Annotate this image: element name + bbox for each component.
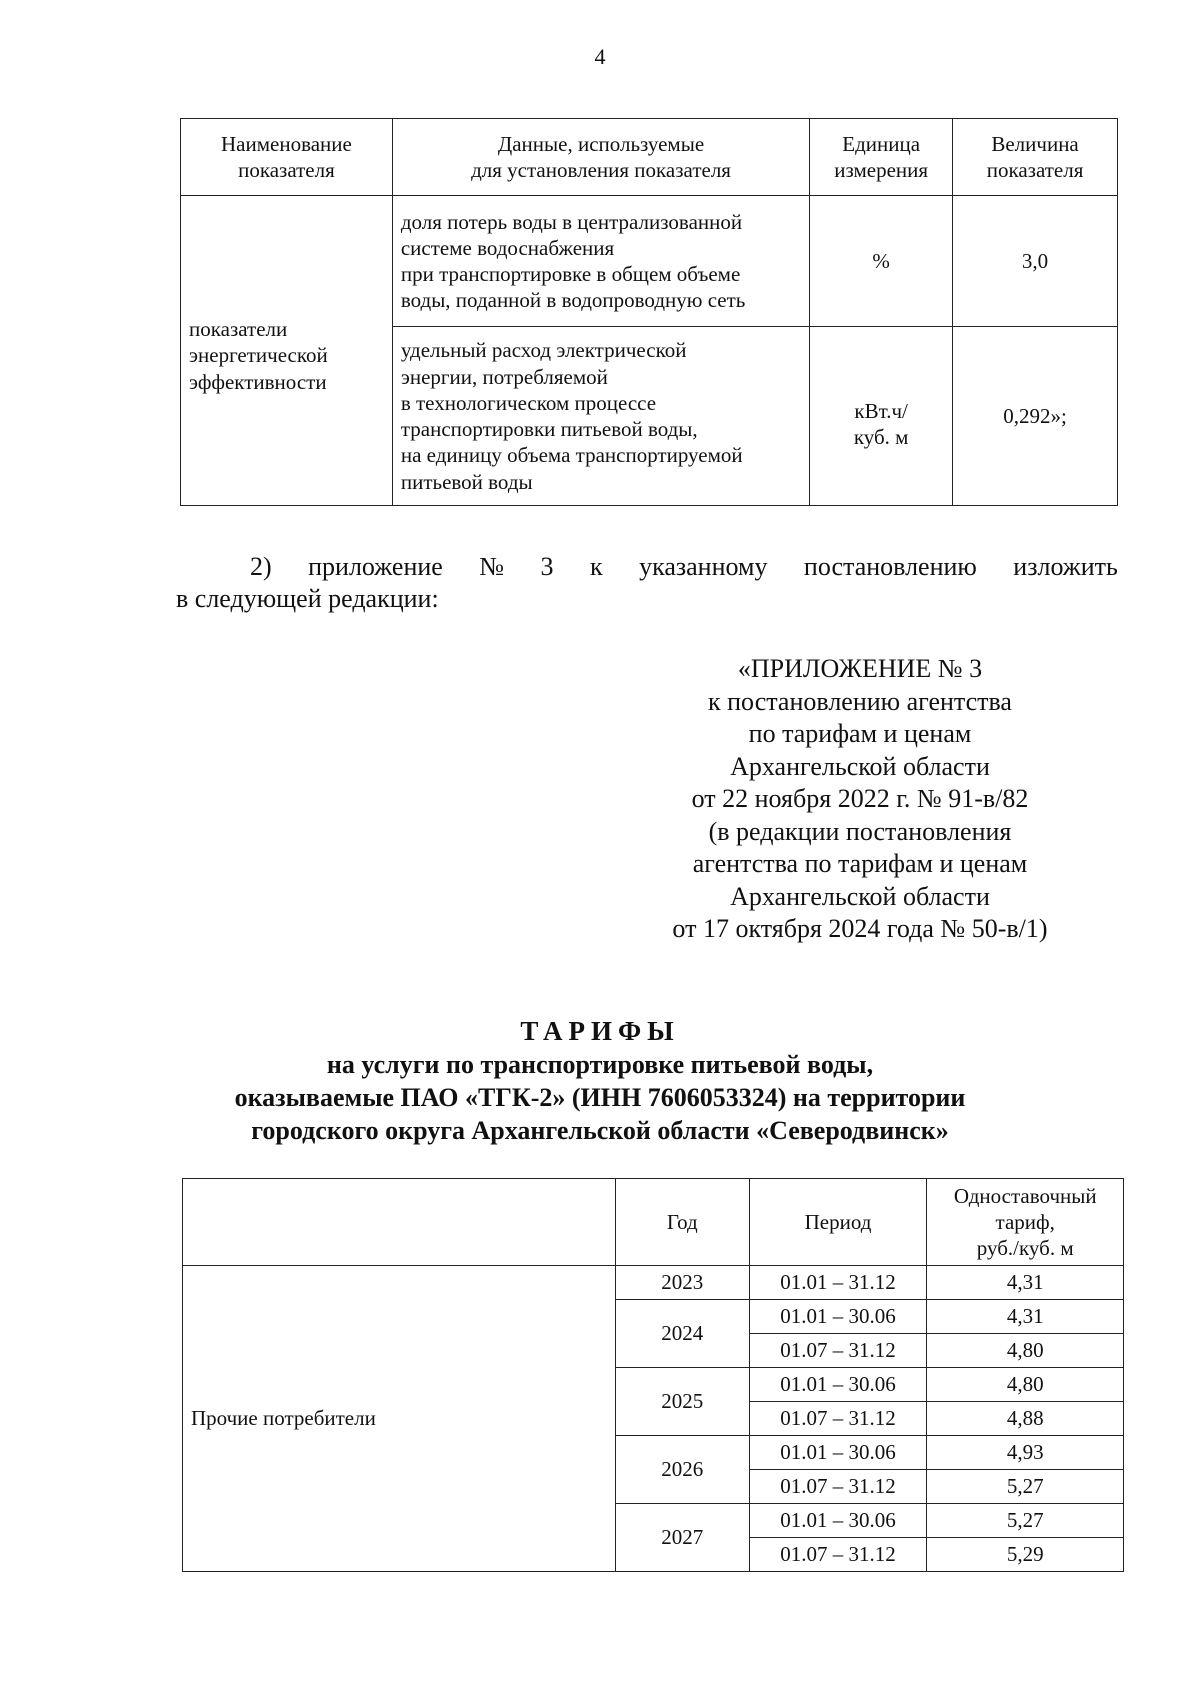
title-line: на услуги по транспортировке питьевой воды, — [326, 1050, 874, 1079]
table-row — [183, 1266, 1124, 1300]
period-cell: 01.01 – 30.06 — [749, 1436, 927, 1470]
tariff-cell: 4,88 — [927, 1402, 1124, 1436]
year-cell: 2026 — [615, 1436, 749, 1504]
table-row — [181, 196, 1118, 327]
header-value: Величина показателя — [953, 119, 1118, 196]
header-source-data: Данные, используемые для установления показателя — [392, 119, 809, 196]
tariff-cell: 4,31 — [927, 1266, 1124, 1300]
unit-cell: кВт.ч/ куб. м — [810, 327, 953, 506]
period-cell: 01.01 – 30.06 — [749, 1300, 927, 1334]
period-cell: 01.07 – 31.12 — [749, 1402, 927, 1436]
tariff-cell: 4,80 — [927, 1334, 1124, 1368]
value-cell: 0,292»; — [953, 327, 1118, 506]
header-year: Год — [615, 1179, 749, 1266]
header-period: Период — [749, 1179, 927, 1266]
unit-cell: % — [810, 196, 953, 327]
page-number: 4 — [594, 44, 606, 69]
table-header-row — [181, 119, 1118, 196]
header-consumers — [183, 1179, 616, 1266]
data-description-cell: доля потерь воды в централизованной системе водоснабжения при транспортировке в общем объеме воды, поданной в водопроводную сеть — [392, 196, 809, 327]
period-cell: 01.07 – 31.12 — [749, 1470, 927, 1504]
period-cell: 01.01 – 31.12 — [749, 1266, 927, 1300]
period-cell: 01.01 – 30.06 — [749, 1504, 927, 1538]
consumer-category-cell: Прочие потребители — [183, 1266, 616, 1572]
tariffs-title — [0, 1015, 1200, 1147]
period-cell: 01.07 – 31.12 — [749, 1334, 927, 1368]
tariff-cell: 4,31 — [927, 1300, 1124, 1334]
year-cell: 2023 — [615, 1266, 749, 1300]
year-cell: 2025 — [615, 1368, 749, 1436]
efficiency-indicators-table — [180, 118, 1118, 506]
tariffs-table — [182, 1178, 1124, 1572]
indicator-name-cell: показатели энергетической эффективности — [181, 196, 393, 506]
year-cell: 2024 — [615, 1300, 749, 1368]
period-cell: 01.01 – 30.06 — [749, 1368, 927, 1402]
year-cell: 2027 — [615, 1504, 749, 1572]
tariff-cell: 5,29 — [927, 1538, 1124, 1572]
data-description-cell: удельный расход электрической энергии, потребляемой в технологическом процессе транспортировки питьевой воды, на единицу объема транспортируемой питьевой воды — [392, 327, 809, 506]
tariff-cell: 4,80 — [927, 1368, 1124, 1402]
tariff-cell: 5,27 — [927, 1470, 1124, 1504]
period-cell: 01.07 – 31.12 — [749, 1538, 927, 1572]
appendix-header: «ПРИЛОЖЕНИЕ № 3 к постановлению агентства по тарифам и ценам Архангельской области от 22 ноября 2022 г. № 91-в/82 (в редакции постановления агентства по тарифам и ценам Архангельской области от 17 октября 2024 года № 50-в/1) — [672, 654, 1048, 943]
title-line: городского округа Архангельской области «Северодвинск» — [251, 1116, 949, 1145]
header-unit: Единица измерения — [810, 119, 953, 196]
amendment-paragraph — [176, 551, 1118, 615]
header-tariff: Одноставочный тариф, руб./куб. м — [927, 1179, 1124, 1266]
header-indicator-name: Наименование показателя — [181, 119, 393, 196]
paragraph-line-1: 2) приложение № 3 к указанному постановлению изложить — [250, 552, 1118, 581]
table-header-row — [183, 1179, 1124, 1266]
paragraph-line-2: в следующей редакции: — [176, 584, 439, 613]
title-main: ТАРИФЫ — [520, 1016, 680, 1046]
tariff-cell: 4,93 — [927, 1436, 1124, 1470]
tariff-cell: 5,27 — [927, 1504, 1124, 1538]
value-cell: 3,0 — [953, 196, 1118, 327]
title-line: оказываемые ПАО «ТГК-2» (ИНН 7606053324) на территории — [234, 1083, 966, 1112]
